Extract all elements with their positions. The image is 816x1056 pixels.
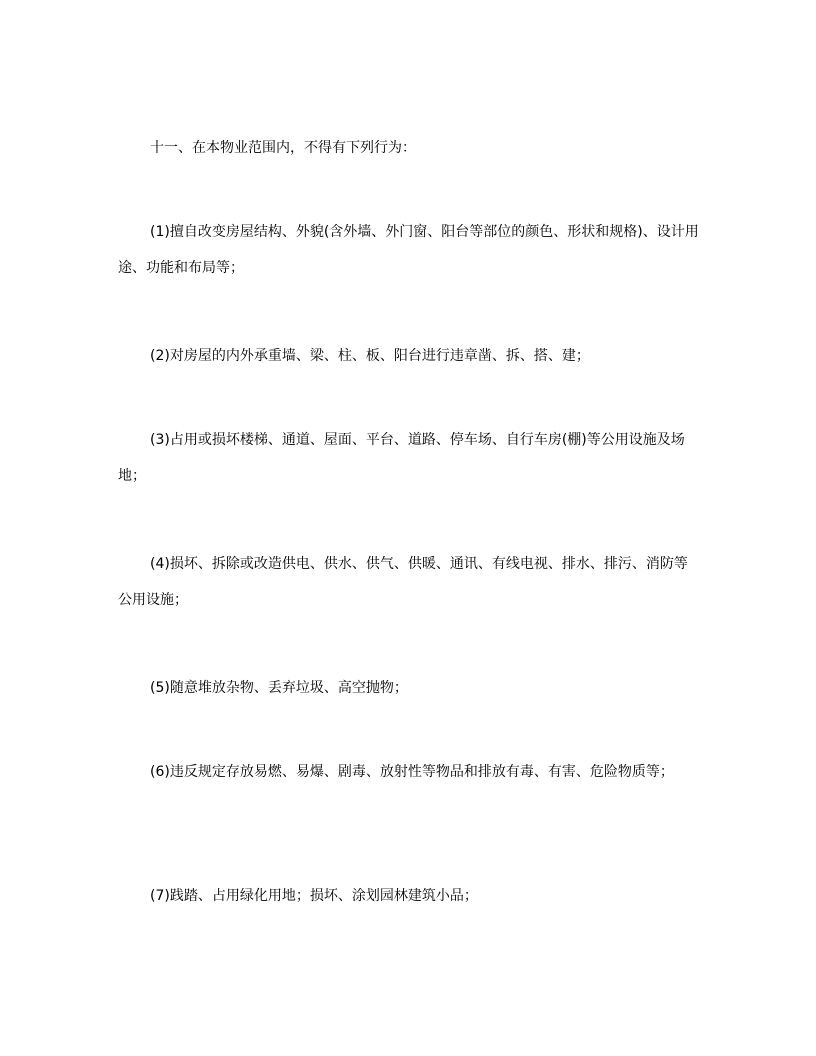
- list-item-2: (2)对房屋的内外承重墙、梁、柱、板、阳台进行违章凿、拆、搭、建；: [150, 348, 590, 364]
- list-item-3: (3)占用或损坏楼梯、通道、屋面、平台、道路、停车场、自行车房(棚)等公用设施及场地；: [118, 432, 685, 484]
- list-item-4: (4)损坏、拆除或改造供电、供水、供气、供暖、通讯、有线电视、排水、排污、消防等公用设施；: [118, 556, 688, 608]
- list-item-7: (7)践踏、占用绿化用地；损坏、涂划园林建筑小品；: [150, 888, 478, 904]
- list-item-6: (6)违反规定存放易燃、易爆、剧毒、放射性等物品和排放有毒、有害、危险物质等；: [150, 764, 674, 780]
- list-item-5: (5)随意堆放杂物、丢弃垃圾、高空抛物；: [150, 680, 408, 696]
- section-heading: 十一、在本物业范围内，不得有下列行为：: [150, 140, 416, 156]
- list-item-1: (1)擅自改变房屋结构、外貌(含外墙、外门窗、阳台等部位的颜色、形状和规格)、设计用途、功能和布局等；: [118, 224, 699, 276]
